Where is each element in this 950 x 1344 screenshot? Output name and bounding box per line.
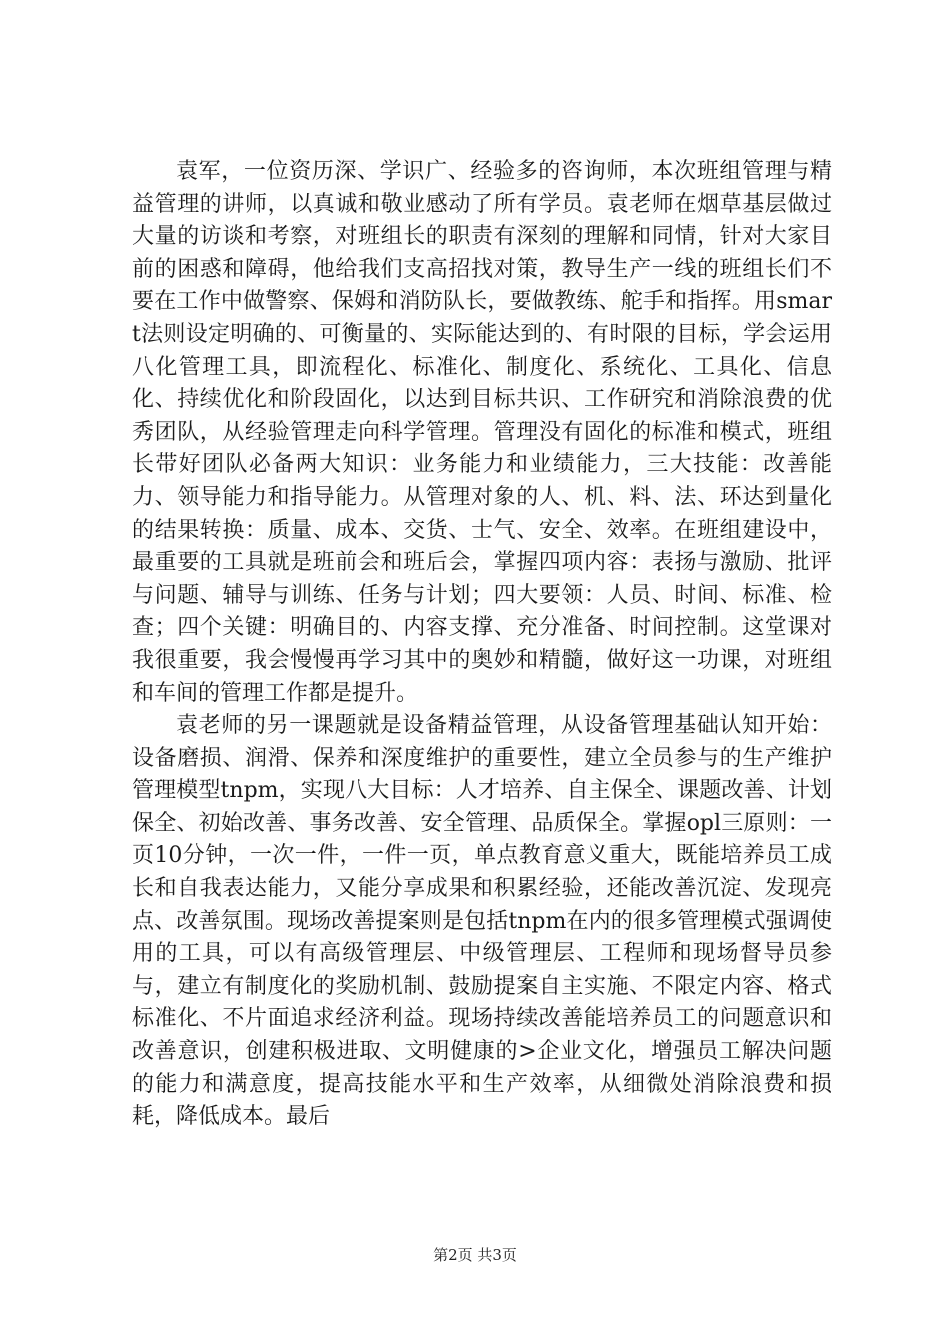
document-body (132, 156, 832, 1134)
paragraph-2: 袁老师的另一课题就是设备精益管理，从设备管理基础认知开始：设备磨损、润滑、保养和深度维护的重要性，建立全员参与的生产维护管理模型tnpm，实现八大目标：人才培养、自主保全、课题改善、计划保全、初始改善、事务改善、安全管理、品质保全。掌握opl三原则：一页10分钟，一次一件，一件一页，单点教育意义重大，既能培养员工成长和自我表达能力，又能分享成果和积累经验，还能改善沉淀、发现亮点、改善氛围。现场改善提案则是包括tnpm在内的很多管理模式强调使用的工具，可以有高级管理层、中级管理层、工程师和现场督导员参与，建立有制度化的奖励机制、鼓励提案自主实施、不限定内容、格式标准化、不片面追求经济利益。现场持续改善能培养员工的问题意识和改善意识，创建积极进取、文明健康的>企业文化，增强员工解决问题的能力和满意度，提高技能水平和生产效率，从细微处消除浪费和损耗，降低成本。最后 (132, 713, 832, 1130)
paragraph-1: 袁军，一位资历深、学识广、经验多的咨询师，本次班组管理与精益管理的讲师，以真诚和敬业感动了所有学员。袁老师在烟草基层做过大量的访谈和考察，对班组长的职责有深刻的理解和同情，针对大家目前的困惑和障碍，他给我们支高招找对策，教导生产一线的班组长们不要在工作中做警察、保姆和消防队长，要做教练、舵手和指挥。用smart法则设定明确的、可衡量的、实际能达到的、有时限的目标，学会运用八化管理工具，即流程化、标准化、制度化、系统化、工具化、信息化、持续优化和阶段固化，以达到目标共识、工作研究和消除浪费的优秀团队，从经验管理走向科学管理。管理没有固化的标准和模式，班组长带好团队必备两大知识：业务能力和业绩能力，三大技能：改善能力、领导能力和指导能力。从管理对象的人、机、料、法、环达到量化的结果转换：质量、成本、交货、士气、安全、效率。在班组建设中，最重要的工具就是班前会和班后会，掌握四项内容：表扬与激励、批评与问题、辅导与训练、任务与计划；四大要领：人员、时间、标准、检查；四个关键：明确目的、内容支撑、充分准备、时间控制。这堂课对我很重要，我会慢慢再学习其中的奥妙和精髓，做好这一功课，对班组和车间的管理工作都是提升。 (132, 159, 832, 706)
page-footer: 第2页 共3页 (433, 1246, 517, 1264)
